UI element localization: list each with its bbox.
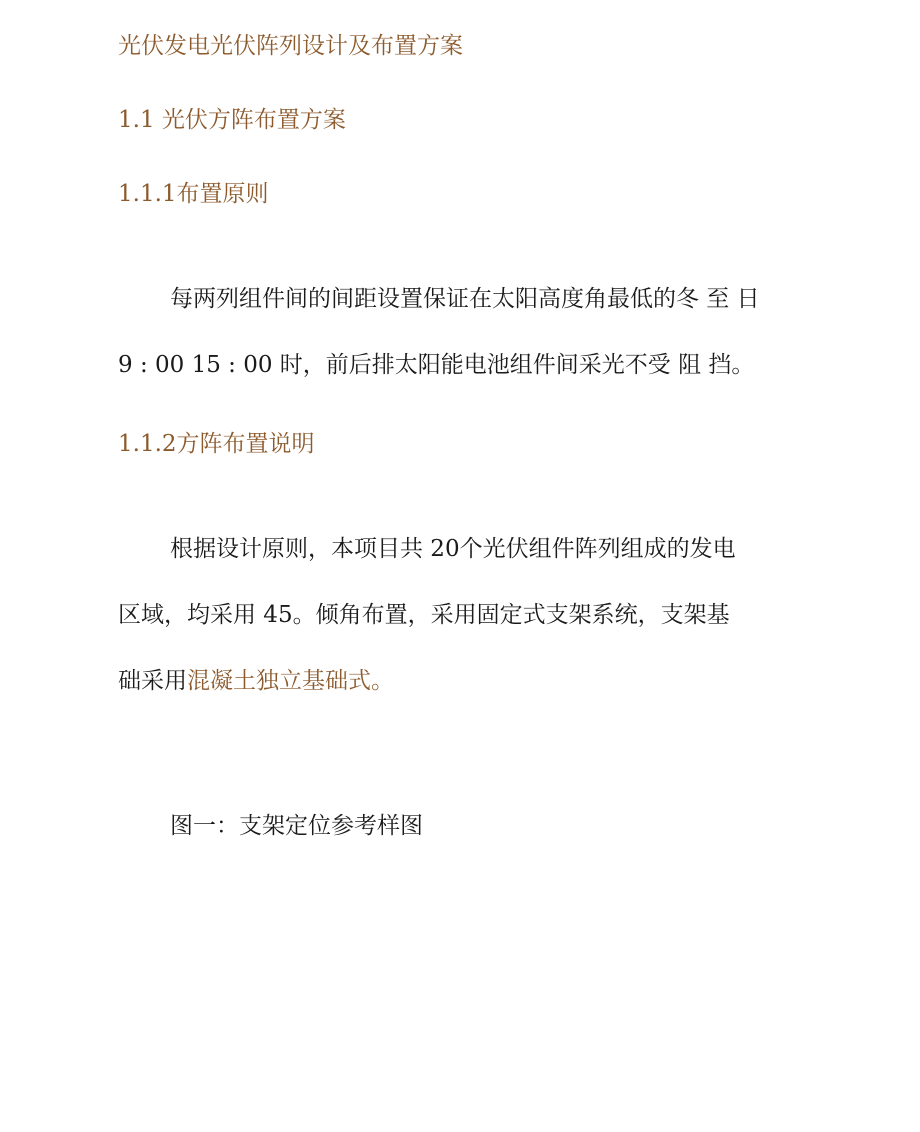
principle-paragraph-line-2: 9 : 00 15 : 00 时，前后排太阳能电池组件间采光不受 阻 挡。 — [118, 352, 755, 378]
principle-paragraph-line-1: 每两列组件间的间距设置保证在太阳高度角最低的冬 至 日 — [170, 286, 760, 312]
layout-paragraph-line-2: 区域，均采用 45。倾角布置，采用固定式支架系统，支架基 — [118, 602, 730, 628]
layout-paragraph-line-1: 根据设计原则，本项目共 20个光伏组件阵列组成的发电 — [170, 536, 736, 562]
foundation-label: 础采用 — [118, 668, 187, 694]
foundation-type-highlight: 混凝土独立基础式。 — [187, 668, 394, 694]
figure-caption: 图一：支架定位参考样图 — [170, 813, 423, 839]
section-heading-1-1-2: 1.1.2方阵布置说明 — [118, 431, 315, 457]
section-heading-1-1: 1.1 光伏方阵布置方案 — [118, 107, 346, 133]
layout-paragraph-line-3 — [118, 666, 394, 696]
document-title: 光伏发电光伏阵列设计及布置方案 — [118, 33, 463, 59]
section-heading-1-1-1: 1.1.1布置原则 — [118, 181, 269, 207]
